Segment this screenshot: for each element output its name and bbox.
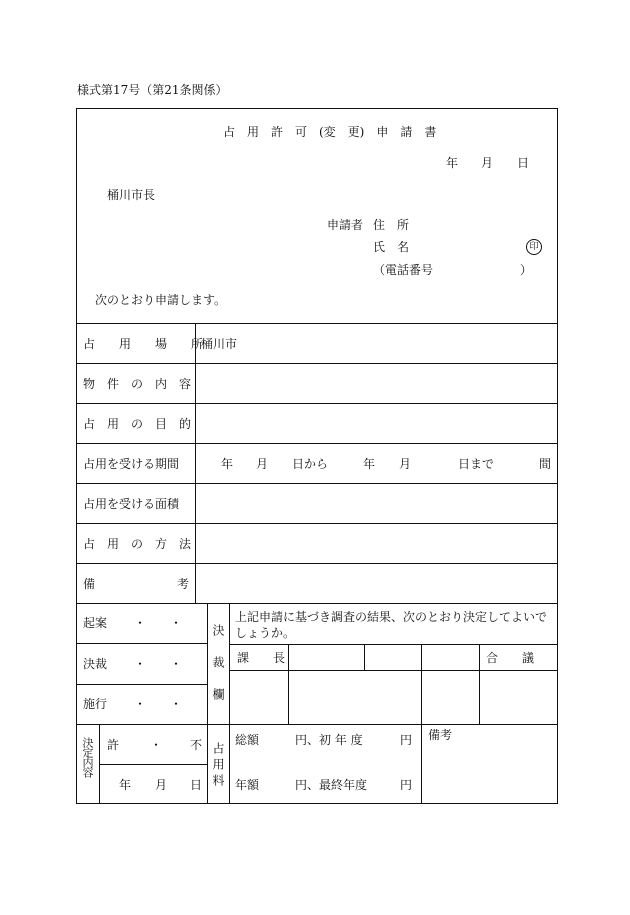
- kyo-dot: ・: [150, 738, 163, 752]
- kessai-label: 決裁: [83, 657, 108, 671]
- date-day: 日: [517, 156, 530, 170]
- period-from: 日から: [292, 457, 329, 471]
- form-title: 占 用 許 可 (変 更) 申 請 書: [223, 125, 437, 139]
- address-label: 住 所: [373, 218, 410, 232]
- addressee: 桶川市長: [107, 188, 156, 202]
- kessai-ran-label: 決裁欄: [211, 624, 225, 720]
- period-until: 日まで: [458, 457, 495, 471]
- annual-label: 年額: [235, 778, 260, 792]
- name-label: 氏 名: [373, 240, 410, 254]
- method-label: 占 用 の 方 法: [83, 537, 192, 551]
- remarks-label-b: 考: [177, 577, 190, 591]
- seal-mark: 印: [526, 239, 542, 255]
- annual-last-year: 円、最終年度: [295, 778, 368, 792]
- decision-text-1: 上記申請に基づき調査の結果、次のとおり決定してよいで: [235, 610, 548, 624]
- decision-text-2: しょうか。: [235, 626, 296, 640]
- request-text: 次のとおり申請します。: [95, 293, 227, 307]
- annual-yen: 円: [400, 778, 413, 792]
- remarks-label-a: 備: [83, 577, 96, 591]
- shikou-dots: ・ ・: [134, 697, 183, 711]
- place-label: 占 用 場 所: [83, 337, 204, 351]
- phone-close: ）: [520, 263, 533, 277]
- ymd-day: 日: [190, 778, 203, 792]
- date-year: 年: [446, 156, 459, 170]
- senyouryou-label: 占用料: [211, 742, 225, 790]
- period-year-1: 年: [221, 457, 234, 471]
- date-month: 月: [481, 156, 494, 170]
- period-year-2: 年: [363, 457, 376, 471]
- period-label: 占用を受ける期間: [83, 457, 180, 471]
- fu-label: 不: [190, 738, 203, 752]
- phone-open: （電話番号: [373, 263, 434, 277]
- gougi-label: 合 議: [486, 651, 535, 665]
- total-first-year: 円、初 年 度: [295, 733, 363, 747]
- total-label: 総額: [235, 733, 260, 747]
- shikou-label: 施行: [83, 697, 108, 711]
- ymd-year: 年: [119, 778, 132, 792]
- bikou-label: 備考: [428, 728, 453, 742]
- kessai-dots: ・ ・: [134, 657, 183, 671]
- place-value: 桶川市: [201, 337, 238, 351]
- kian-label: 起案: [83, 616, 108, 630]
- period-month-1: 月: [256, 457, 269, 471]
- kyo-label: 許: [107, 738, 120, 752]
- period-days: 間: [539, 457, 552, 471]
- form-number: 様式第17号（第21条関係）: [77, 83, 228, 97]
- kettei-naiyou-label: 決定内容: [81, 737, 94, 777]
- area-label: 占用を受ける面積: [83, 497, 180, 511]
- object-label: 物 件 の 内 容: [83, 377, 192, 391]
- kian-dots: ・ ・: [134, 616, 183, 630]
- total-yen: 円: [400, 733, 413, 747]
- purpose-label: 占 用 の 目 的: [83, 417, 192, 431]
- kacho-label: 課 長: [237, 651, 286, 665]
- ymd-month: 月: [155, 778, 168, 792]
- period-month-2: 月: [399, 457, 412, 471]
- applicant-label: 申請者: [327, 218, 364, 232]
